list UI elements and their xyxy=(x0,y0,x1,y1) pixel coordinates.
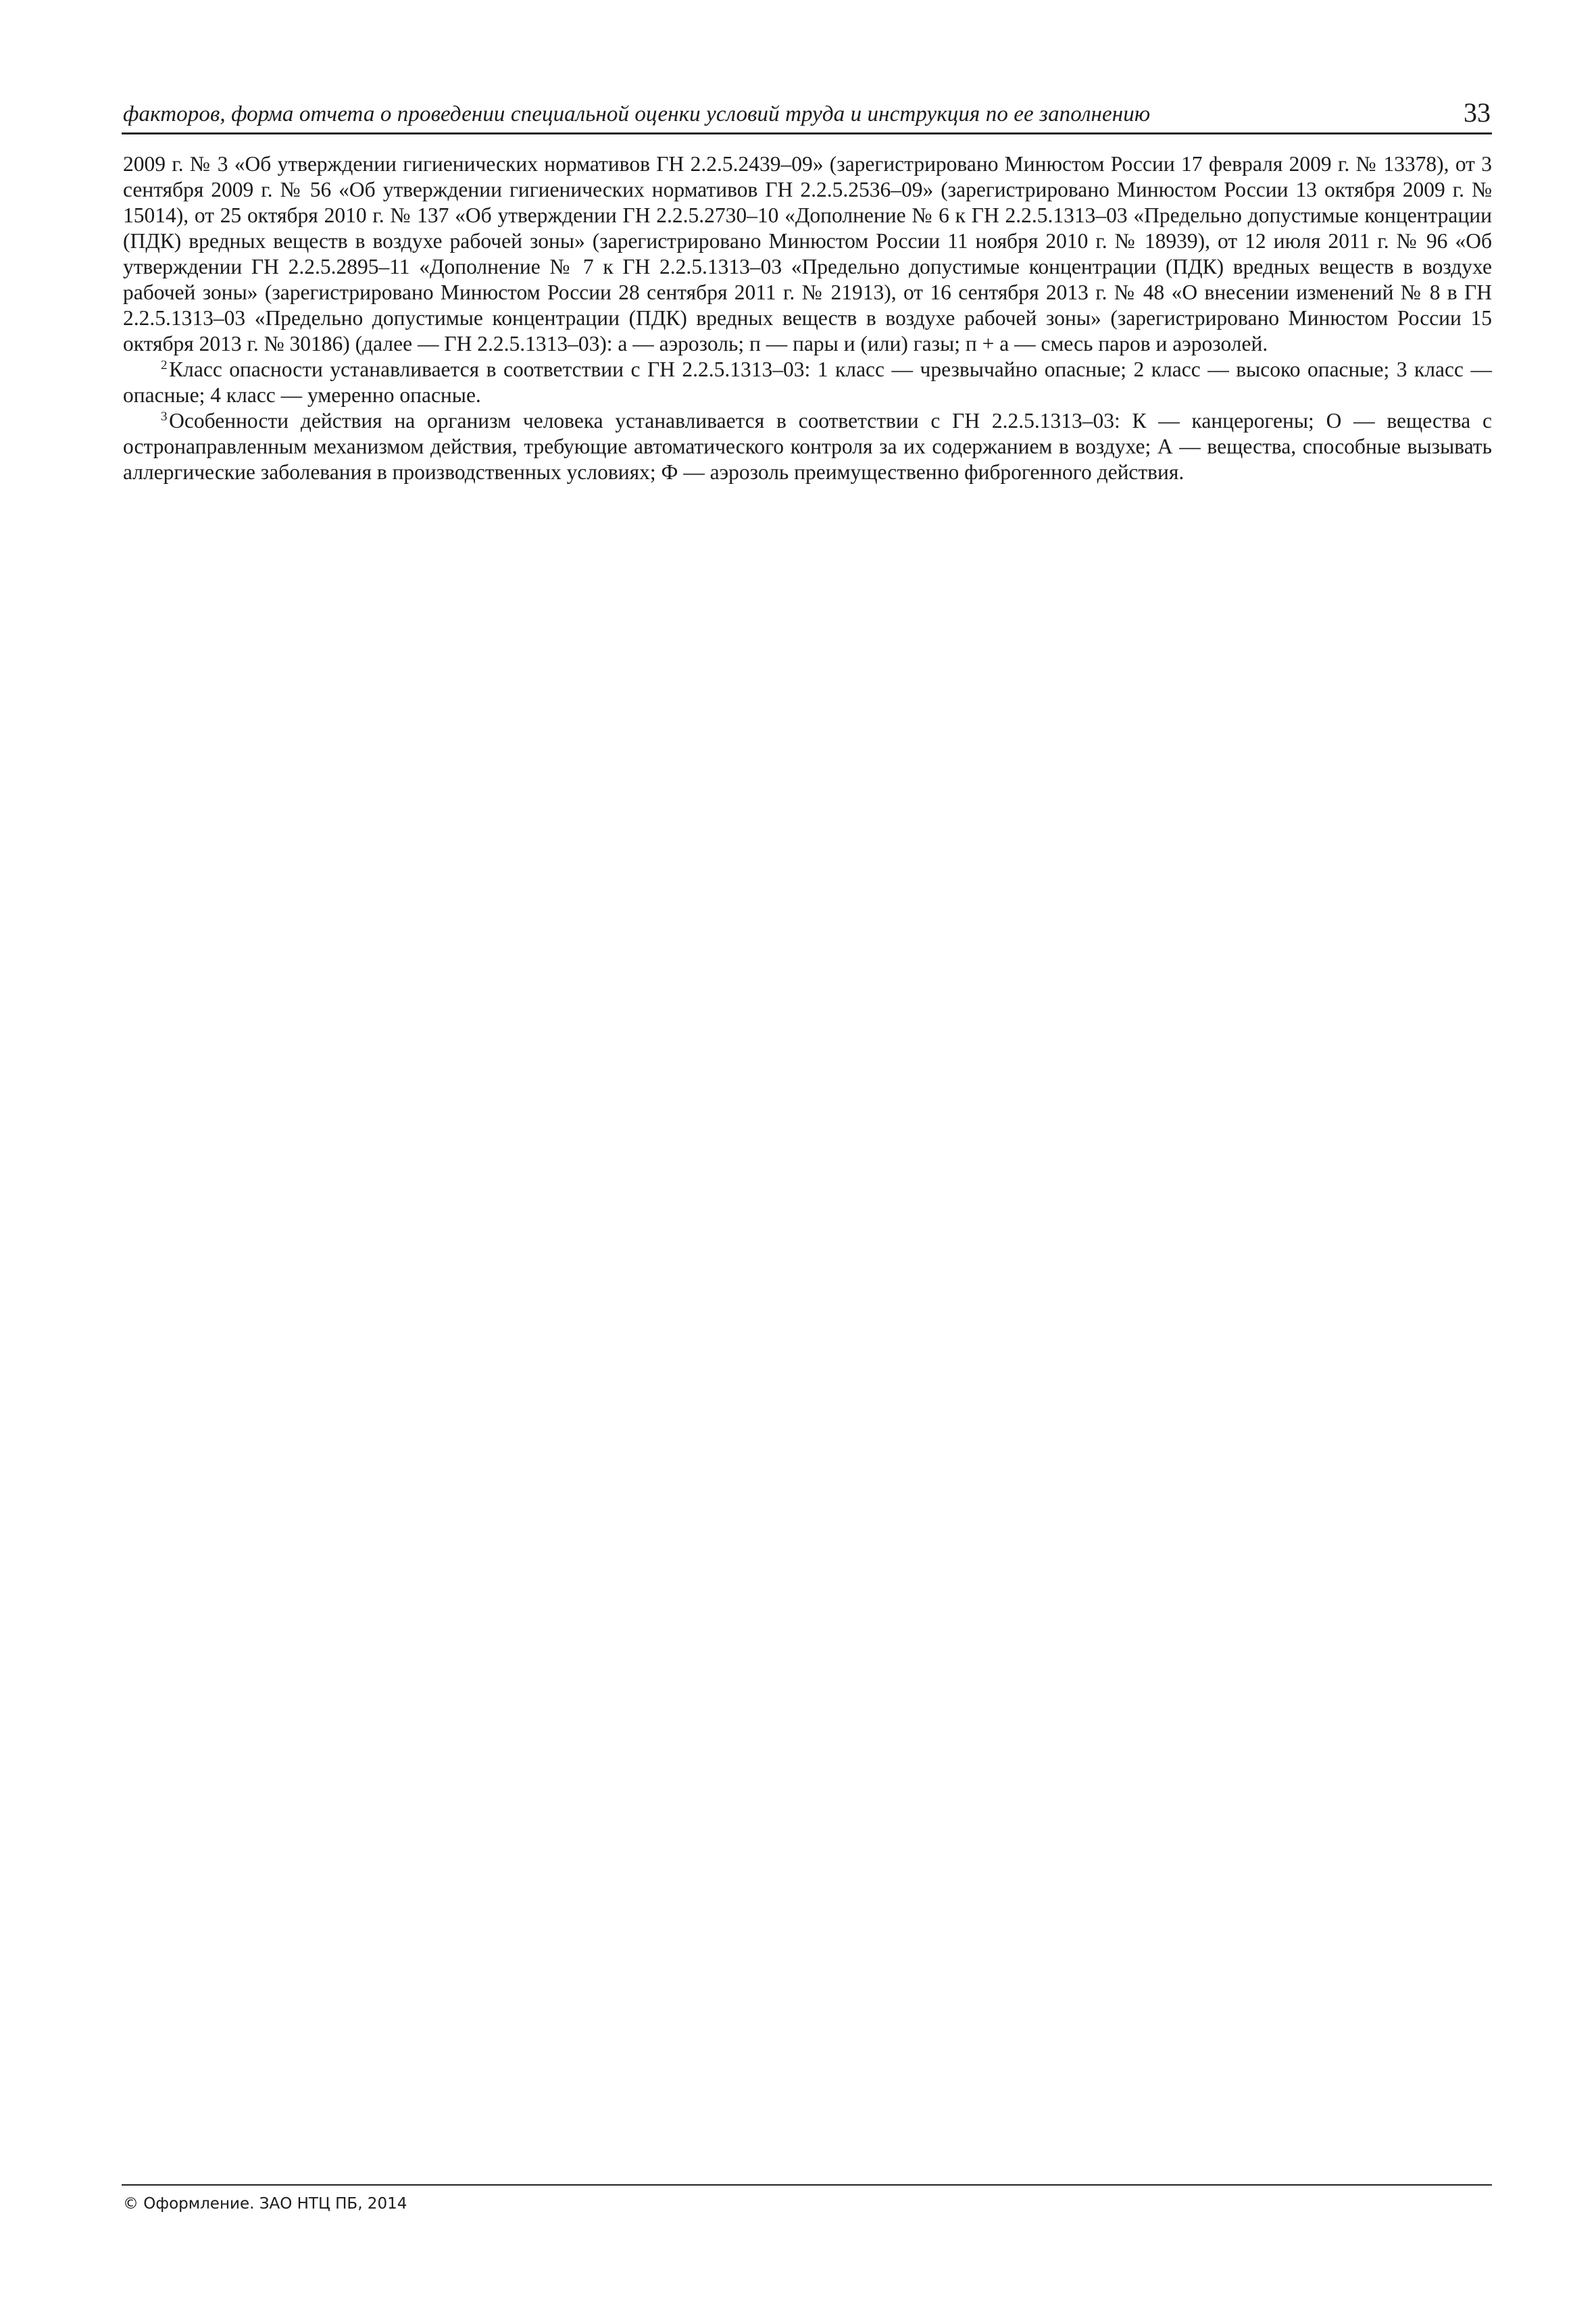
running-header xyxy=(122,93,1492,134)
running-header-title: факторов, форма отчета о проведении специальной оценки условий труда и инструкция по ее заполнению xyxy=(123,102,1151,126)
body-paragraph: 2009 г. № 3 «Об утверждении гигиенических нормативов ГН 2.2.5.2439–09» (зарегистрировано Минюстом России 17 февраля 2009 г. № 13378), от 3 сентября 2009 г. № 56 «Об утверждении гигиенических нормативов ГН 2.2.5.2536–09» (зарегистрировано Минюстом России 13 октября 2009 г. № 15014), от 25 октября 2010 г. № 137 «Об утверждении ГН 2.2.5.2730–10 «Дополнение № 6 к ГН 2.2.5.1313–03 «Предельно допустимые концентрации (ПДК) вредных веществ в воздухе рабочей зоны» (зарегистрировано Минюстом России 11 ноября 2010 г. № 18939), от 12 июля 2011 г. № 96 «Об утверждении ГН 2.2.5.2895–11 «Дополнение № 7 к ГН 2.2.5.1313–03 «Предельно допустимые концентрации (ПДК) вредных веществ в воздухе рабочей зоны» (зарегистрировано Минюстом России 28 сентября 2011 г. № 21913), от 16 сентября 2013 г. № 48 «О внесении изменений № 8 в ГН 2.2.5.1313–03 «Предельно допустимые концентрации (ПДК) вредных веществ в воздухе рабочей зоны» (зарегистрировано Минюстом России 15 октября 2013 г. № 30186) (далее — ГН 2.2.5.1313–03): а — аэрозоль; п — пары и (или) газы; п + а — смесь паров и аэрозолей. xyxy=(123,152,1492,355)
footnote-3-text: Особенности действия на организм человека устанавливается в соответствии с ГН 2.2.5.1313–03: К — канцерогены; О — вещества с остронаправленным механизмом действия, требующие автоматического контроля за их содержанием в воздухе; А — вещества, способные вызывать аллергические заболевания в производственных условиях; Ф — аэрозоль преимущественно фиброгенного действия. xyxy=(123,409,1492,484)
footnote-2-mark: 2 xyxy=(161,358,168,372)
footnote-3 xyxy=(123,408,1492,485)
footnote-2-text: Класс опасности устанавливается в соответствии с ГН 2.2.5.1313–03: 1 класс — чрезвычайно опасные; 2 класс — высоко опасные; 3 класс — опасные; 4 класс — умеренно опасные. xyxy=(123,358,1492,407)
page-number: 33 xyxy=(1464,97,1491,128)
footnote-3-mark: 3 xyxy=(161,410,168,424)
footer-divider xyxy=(122,2184,1492,2186)
page-body xyxy=(123,151,1492,485)
copyright-notice: © Оформление. ЗАО НТЦ ПБ, 2014 xyxy=(123,2195,407,2213)
footnote-2 xyxy=(123,357,1492,408)
